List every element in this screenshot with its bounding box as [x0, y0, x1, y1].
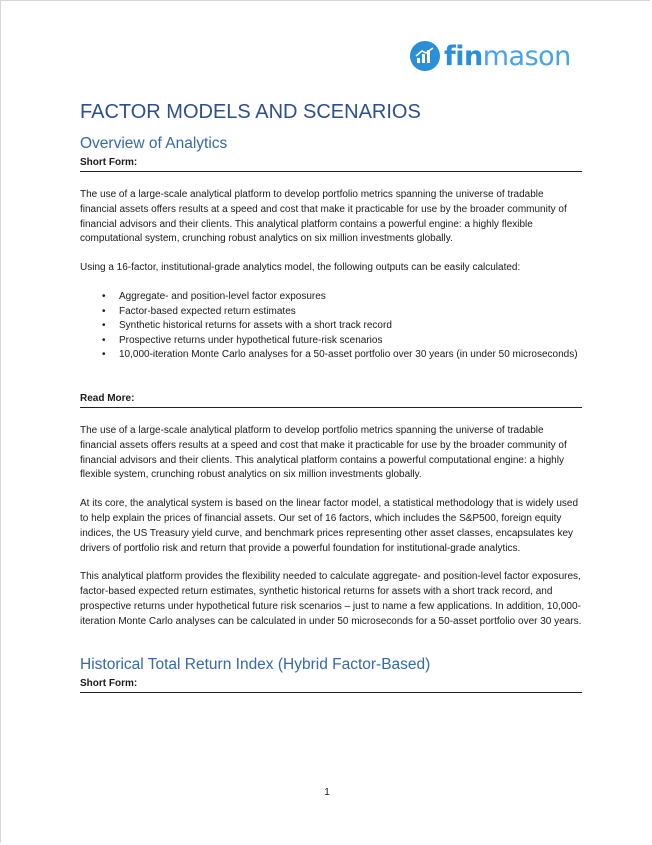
- section-heading-historical: Historical Total Return Index (Hybrid Factor-Based): [80, 655, 431, 673]
- page-title: FACTOR MODELS AND SCENARIOS: [80, 101, 421, 123]
- read-more-paragraph-1: The use of a large-scale analytical platform to develop portfolio metrics spanning the universe of tradable financial assets offers results at a speed and cost that make it practicable for use by the broader community of financial advisors and their clients. This analytical platform contains a powerful computational engine: a highly flexible system, crunching robust analytics on six million investments globally.: [80, 424, 567, 481]
- logo-wordmark: finmason: [444, 40, 571, 72]
- list-item: • Factor-based expected return estimates: [119, 305, 582, 320]
- list-item: • Aggregate- and position-level factor exposures: [119, 290, 582, 305]
- read-more-paragraph-3: This analytical platform provides the flexibility needed to calculate aggregate- and position-level factor exposures, factor-based expected return estimates, synthetic historical returns for assets with a short track record, and prospective returns under hypothetical future risk scenarios – just to name a few applications. In addition, 10,000-iteration Monte Carlo analyses can be calculated in under 50 microseconds for a 50-asset portfolio over 30 years.: [80, 571, 582, 627]
- list-item: • Prospective returns under hypothetical future-risk scenarios: [119, 334, 582, 349]
- read-more-label: Read More:: [80, 392, 582, 408]
- outputs-list: [80, 290, 582, 363]
- document-body: [80, 97, 582, 693]
- short-form-label: Short Form:: [80, 156, 582, 172]
- list-item: • 10,000-iteration Monte Carlo analyses for a 50-asset portfolio over 30 years (in under 50 microseconds): [119, 348, 582, 363]
- section-heading-overview: Overview of Analytics: [80, 135, 228, 152]
- page-number: 1: [324, 787, 330, 798]
- read-more-paragraph-2: At its core, the analytical system is based on the linear factor model, a statistical methodology that is widely used to help explain the prices of financial assets. Our set of 16 factors, which includes the S&P500, foreign equity indices, the US Treasury yield curve, and benchmark prices representing other asset classes, encapsulates key drivers of portfolio risk and return that provide a powerful foundation for institutional-grade analytics.: [80, 498, 579, 554]
- finmason-logo: [410, 38, 571, 74]
- short-form-paragraph-1: The use of a large-scale analytical platform to develop portfolio metrics spanning the universe of tradable financial assets offers results at a speed and cost that make it practicable for use by the broader community of financial advisors and their clients. This analytical platform contains a powerful engine: a highly flexible computational system, crunching robust analytics on six million investments globally.: [80, 189, 567, 245]
- short-form-paragraph-2: Using a 16-factor, institutional-grade analytics model, the following outputs can be easily calculated:: [80, 262, 521, 274]
- short-form-label-2: Short Form:: [80, 677, 582, 693]
- list-item: • Synthetic historical returns for assets with a short track record: [119, 319, 582, 334]
- chart-bars-icon: [410, 41, 440, 71]
